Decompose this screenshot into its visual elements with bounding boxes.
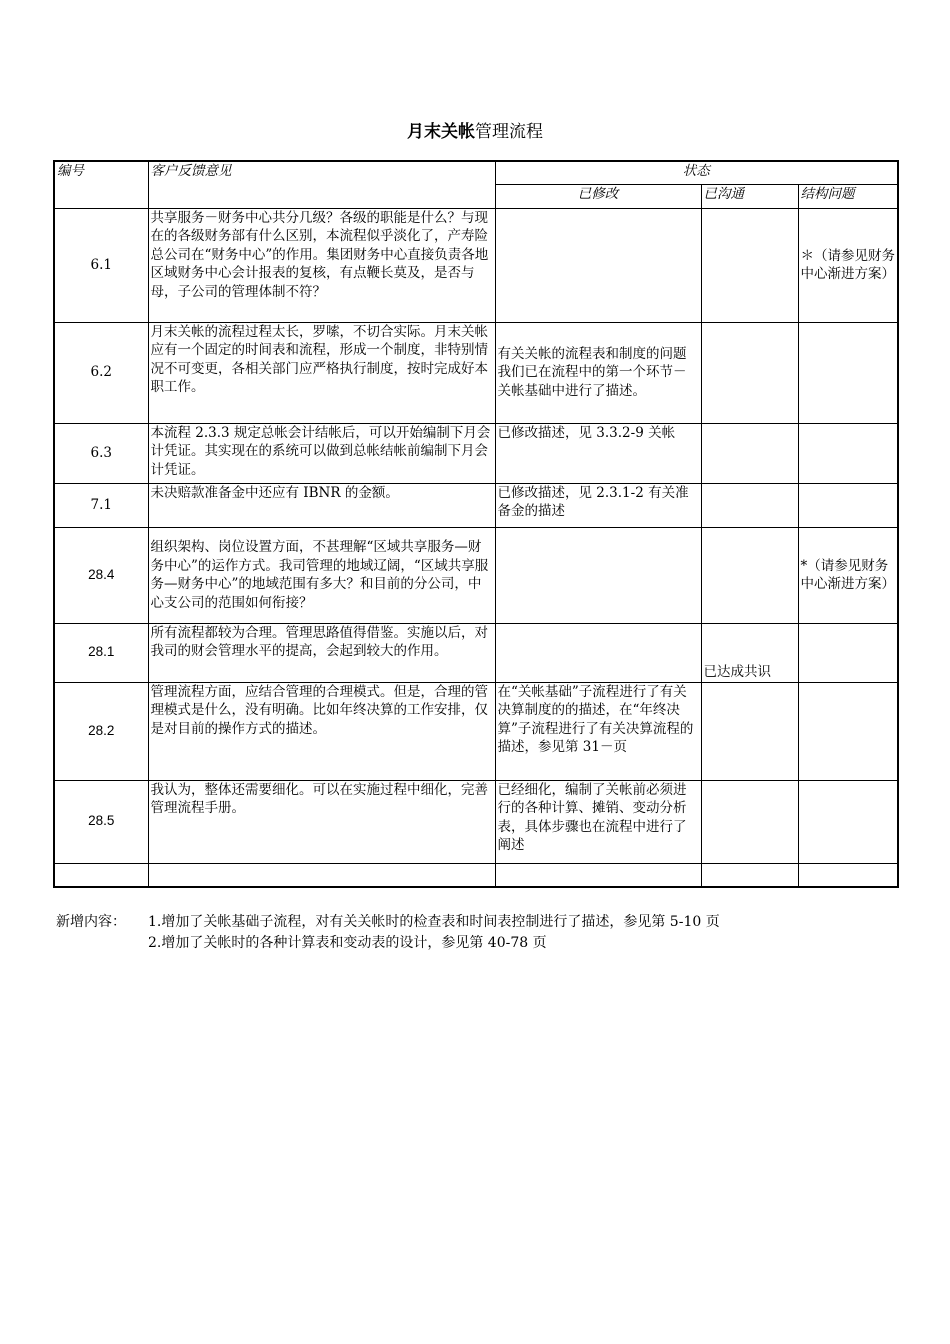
row-modified: 已修改描述，见 3.3.2-9 关帐 [495,423,701,483]
row-number: 6.2 [54,322,148,423]
header-number: 编号 [54,161,148,208]
row-modified: 已经细化，编制了关帐前必须进行的各种计算、摊销、变动分析表，具体步骤也在流程中进行了阐述 [495,780,701,863]
empty-cell [701,863,798,887]
row-number: 28.2 [54,682,148,780]
row-communicated: 已达成共识 [701,623,798,682]
row-number: 7.1 [54,483,148,527]
row-feedback: 组织架构、岗位设置方面，不甚理解“区域共享服务—财务中心”的运作方式。我司管理的地域辽阔，“区域共享服务—财务中心”的地域范围有多大？和目前的分公司，中心支公司的范围如何衔接？ [148,527,495,623]
row-modified: 有关关帐的流程表和制度的问题我们已在流程中的第一个环节－关帐基础中进行了描述。 [495,322,701,423]
row-number: 28.5 [54,780,148,863]
row-structural [798,483,898,527]
notes-list [148,912,720,954]
table-row [54,682,898,780]
title-normal: 管理流程 [475,122,543,142]
row-structural: ＊（请参见财务中心渐进方案） [798,208,898,322]
table-row-empty [54,863,898,887]
row-structural [798,780,898,863]
table-row [54,527,898,623]
notes-item: 1.增加了关帐基础子流程，对有关关帐时的检查表和时间表控制进行了描述，参见第 5-10 页 [148,914,720,930]
row-feedback: 未决赔款准备金中还应有 IBNR 的金额。 [148,483,495,527]
row-communicated [701,527,798,623]
header-structural: 结构问题 [798,184,898,208]
row-communicated [701,780,798,863]
row-communicated [701,682,798,780]
row-structural [798,322,898,423]
title-bold: 月末关帐 [407,122,475,142]
notes-item: 2.增加了关帐时的各种计算表和变动表的设计，参见第 40-78 页 [148,935,547,951]
row-communicated [701,483,798,527]
row-modified [495,208,701,322]
row-structural [798,423,898,483]
row-feedback: 我认为，整体还需要细化。可以在实施过程中细化，完善管理流程手册。 [148,780,495,863]
row-communicated [701,322,798,423]
row-number: 6.1 [54,208,148,322]
table-row [54,623,898,682]
row-number: 28.4 [54,527,148,623]
header-modified: 已修改 [495,184,701,208]
header-status: 状态 [495,161,898,184]
feedback-table [53,160,899,888]
row-number: 28.1 [54,623,148,682]
page-title [0,117,950,142]
table-row [54,780,898,863]
row-feedback: 所有流程都较为合理。管理思路值得借鉴。实施以后，对我司的财会管理水平的提高，会起到较大的作用。 [148,623,495,682]
row-number: 6.3 [54,423,148,483]
row-communicated [701,423,798,483]
row-feedback: 本流程 2.3.3 规定总帐会计结帐后，可以开始编制下月会计凭证。其实现在的系统可以做到总帐结帐前编制下月会计凭证。 [148,423,495,483]
row-modified: 在“关帐基础”子流程进行了有关决算制度的的描述，在“年终决算”子流程进行了有关决算流程的描述，参见第 31－页 [495,682,701,780]
row-modified [495,623,701,682]
row-structural [798,682,898,780]
empty-cell [54,863,148,887]
table-row [54,483,898,527]
table-row [54,322,898,423]
row-communicated [701,208,798,322]
row-feedback: 共享服务－财务中心共分几级？各级的职能是什么？与现在的各级财务部有什么区别，本流程似乎淡化了，产寿险总公司在“财务中心”的作用。集团财务中心直接负责各地区域财务中心会计报表的复核，有点鞭长莫及，是否与母，子公司的管理体制不符？ [148,208,495,322]
header-feedback: 客户反馈意见 [148,161,495,208]
empty-cell [148,863,495,887]
row-feedback: 月末关帐的流程过程太长，罗嗦，不切合实际。月末关帐应有一个固定的时间表和流程，形成一个制度，非特别情况不可变更，各相关部门应严格执行制度，按时完成好本职工作。 [148,322,495,423]
notes-label: 新增内容： [56,914,126,930]
row-structural [798,623,898,682]
empty-cell [798,863,898,887]
row-modified [495,527,701,623]
row-feedback: 管理流程方面，应结合管理的合理模式。但是，合理的管理模式是什么，没有明确。比如年终决算的工作安排，仅是对目前的操作方式的描述。 [148,682,495,780]
row-structural: *（请参见财务中心渐进方案） [798,527,898,623]
empty-cell [495,863,701,887]
row-modified: 已修改描述，见 2.3.1-2 有关准备金的描述 [495,483,701,527]
table-row [54,423,898,483]
header-communicated: 已沟通 [701,184,798,208]
table-row [54,208,898,322]
